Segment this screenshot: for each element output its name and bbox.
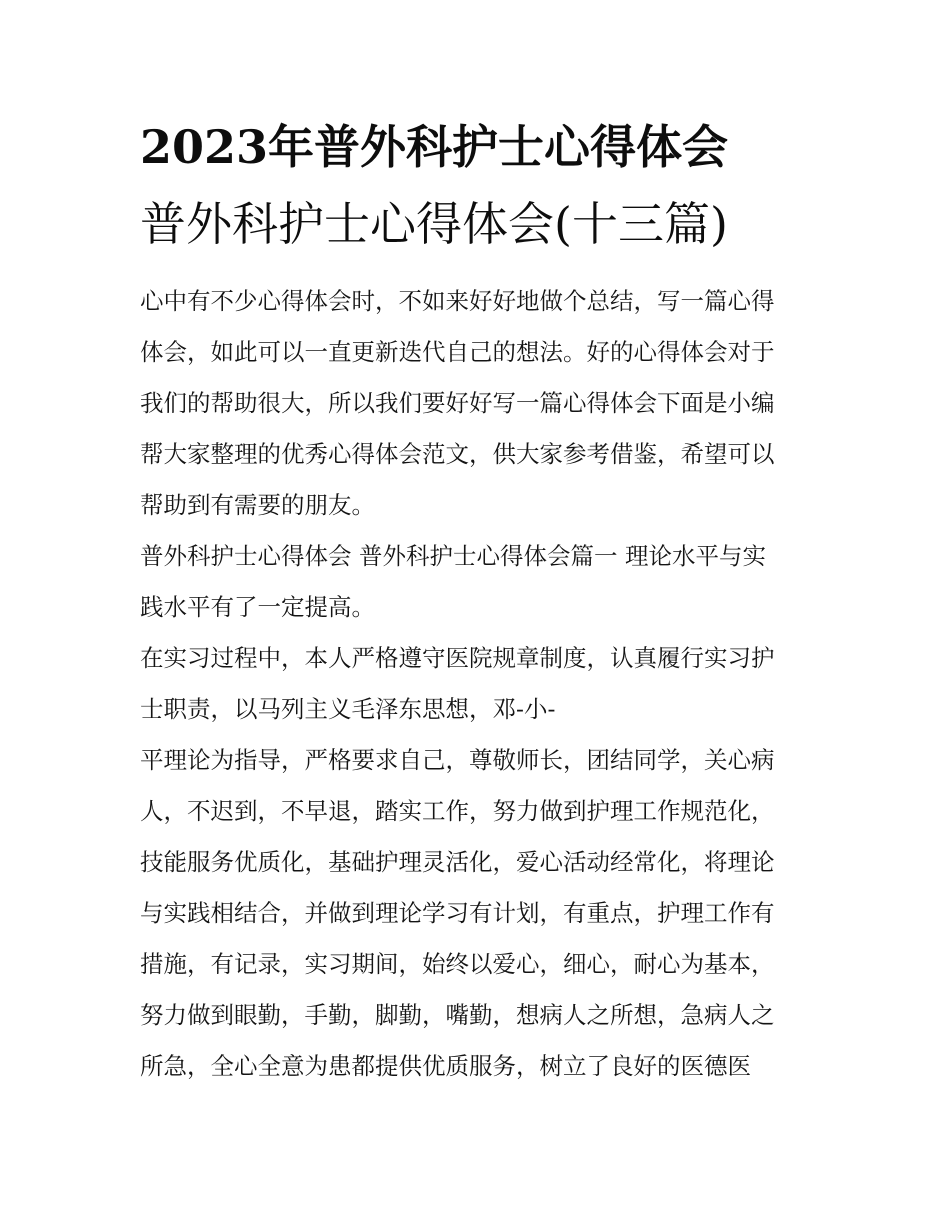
- body-line-9: 士职责，以马列主义毛泽东思想，邓-小-: [140, 695, 556, 723]
- document-body: [140, 276, 820, 1092]
- body-line-6: 普外科护士心得体会 普外科护士心得体会篇一 理论水平与实: [140, 542, 766, 570]
- body-line-4: 帮大家整理的优秀心得体会范文，供大家参考借鉴，希望可以: [140, 440, 775, 468]
- document-title-line-1: 2023年普外科护士心得体会: [140, 120, 729, 174]
- body-line-2: 体会，如此可以一直更新迭代自己的想法。好的心得体会对于: [140, 338, 775, 366]
- body-line-5: 帮助到有需要的朋友。: [140, 491, 375, 519]
- body-line-15: 努力做到眼勤，手勤，脚勤，嘴勤，想病人之所想，急病人之: [140, 1001, 775, 1029]
- body-line-16: 所急，全心全意为患都提供优质服务，树立了良好的医德医: [140, 1052, 751, 1080]
- body-line-11: 人，不迟到，不早退，踏实工作，努力做到护理工作规范化，: [140, 797, 775, 825]
- body-line-3: 我们的帮助很大，所以我们要好好写一篇心得体会下面是小编: [140, 389, 775, 417]
- body-line-10: 平理论为指导，严格要求自己，尊敬师长，团结同学，关心病: [140, 746, 775, 774]
- document-title-line-2: 普外科护士心得体会(十三篇): [140, 197, 728, 251]
- body-line-1: 心中有不少心得体会时，不如来好好地做个总结，写一篇心得: [140, 287, 775, 315]
- body-line-7: 践水平有了一定提高。: [140, 593, 375, 621]
- body-line-14: 措施，有记录，实习期间，始终以爱心，细心，耐心为基本，: [140, 950, 775, 978]
- body-line-8: 在实习过程中，本人严格遵守医院规章制度，认真履行实习护: [140, 644, 775, 672]
- body-line-13: 与实践相结合，并做到理论学习有计划，有重点，护理工作有: [140, 899, 775, 927]
- body-line-12: 技能服务优质化，基础护理灵活化，爱心活动经常化，将理论: [140, 848, 775, 876]
